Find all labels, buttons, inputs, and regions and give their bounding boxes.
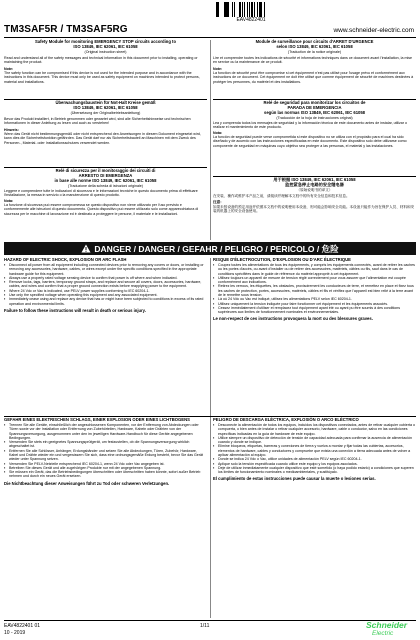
bullet-icon: ▪	[4, 291, 6, 297]
bullet-icon: ▪	[213, 296, 215, 302]
hazard-fr-item-text: Utilisez toujours un appareil de mesure de tension réglé correctement pour vous assurer que l'alimentation est coupée conformément aux indications.	[218, 275, 406, 285]
footer-page-number: 1/11	[200, 623, 210, 629]
hazard-fr-title: RISQUE D'ÉLECTROCUTION, D'EXPLOSION OU D'ARC ÉLECTRIQUE	[213, 257, 351, 262]
zh-subtitle: （原始说明书的译文）	[296, 187, 333, 192]
hazard-es-item-text: Aplique solo la tensión especificada cuando utilice este equipo y los equipos asociados.	[218, 461, 358, 466]
bullet-icon: ▪	[213, 460, 215, 466]
bullet-icon: ▪	[4, 469, 6, 475]
de-title2: ISO 13849, IEC 62061, IEC 61058	[73, 104, 138, 110]
it-intro: Leggere e comprendere tutte le indicazioni di sicurezza e le informazioni tecniche in questo documento prima di effettuare l'installazione, la messa in servizio o la manutenzione di questo prodotto.	[4, 189, 198, 198]
it-subtitle: (Traduzione della scheda di istruzioni originale)	[68, 183, 143, 188]
en-title2: ISO 13849, IEC 62061, IEC 61058	[73, 43, 138, 49]
hazard-de-item	[4, 470, 207, 479]
hazard-es-item-text: Utilice siempre un dispositivo de detección de tensión de capacidad adecuada para confirmar la ausencia de alimentación cuando y donde se indique.	[218, 435, 412, 445]
it-note: La funzione di sicurezza può essere compromessa se questo dispositivo non viene utilizzato per l'uso previsto e conformemente alle istruzioni di questo documento. Questo dispositivo può essere utilizzato solo come apparecchiatura di sicurezza per le macchine di lavorazione ed è destinato a proteggere le persone, il materiale e le installazioni.	[4, 202, 199, 216]
fr-intro: Lire et comprendre toutes les indications de sécurité et informations techniques dans ce document avant l'installation, la mise en service ou la maintenance de ce produit.	[213, 56, 413, 65]
section-it-safety	[4, 169, 207, 216]
es-title2: PARADA DE EMERGENCIA	[287, 104, 342, 110]
zh-note-label: 注意：	[213, 200, 224, 205]
logo-text-schneider: Schneider	[366, 620, 408, 630]
hazard-es-item	[213, 466, 416, 475]
hazard-fr-item-text: Là où 24 Vdc ou Vac est indiqué, utilisez les alimentations PELV selon IEC 60204-1.	[218, 297, 352, 302]
bullet-icon: ▪	[213, 300, 215, 306]
column-divider	[210, 258, 211, 618]
en-note-label: Note:	[4, 66, 14, 71]
zh-title1: 用于根据 ISO 13849, IEC 62061, IEC 61058	[273, 177, 356, 182]
hazard-en-item-text: Disconnect all power from all equipment including connected devices prior to removing any covers or doors, or installing or removing any accessories, hardware, cables, or wires except under the specific conditions specified in the appropriate hardware guide for this equipment.	[9, 262, 204, 276]
bullet-icon: ▪	[213, 274, 215, 280]
hazard-de-list	[4, 423, 207, 479]
hazard-fr-item	[213, 284, 416, 297]
it-title3: in base alle norme ISO 13849, IEC 62061, IEC 61058	[54, 177, 157, 183]
bullet-icon: ▪	[213, 283, 215, 289]
section-fr-safety	[213, 40, 416, 84]
hazard-fr-item	[213, 263, 416, 276]
hazard-en-list	[4, 263, 207, 306]
es-note-label: Nota:	[213, 130, 223, 135]
bullet-icon: ▪	[213, 421, 215, 427]
bullet-icon: ▪	[213, 434, 215, 440]
hazard-en-item-text: Where 24 Vdc or Vac is indicated, use PELV power supplies conforming to IEC 60204-1.	[9, 288, 150, 293]
hazard-es-list	[213, 423, 416, 475]
hazard-es-item	[213, 436, 416, 445]
bullet-icon: ▪	[4, 421, 6, 427]
en-subtitle: (Original instruction sheet)	[84, 49, 127, 54]
hazard-de-item-text: Sie müssen ein Gerät, das die Betriebsbedingungen überschritten oder überschritten haben könnte, sofort außer Betrieb nehmen und durch ein neues Gerät ersetzen.	[9, 470, 201, 479]
it-note-label: Nota:	[4, 198, 14, 203]
bullet-icon: ▪	[4, 287, 6, 293]
hazard-es-item-text: Donde se indica 24 Vdc o Vac, utilice unidades de alimentación PELV según IEC 60204-1.	[218, 457, 362, 462]
es-title1: Relé de seguridad para monitorizar los circuitos de	[263, 100, 366, 105]
zh-intro: 在安装、操作或维护本产品之前，请阅读并理解本文档中的所有安全信息和技术信息。	[213, 194, 350, 199]
hazard-en	[4, 258, 207, 314]
en-title1: Safety Module for monitoring EMERGENCY STOP circuits according to	[35, 39, 176, 44]
section-es-safety	[213, 101, 416, 148]
hazard-de-item	[4, 449, 207, 462]
hazard-es-warning: El cumplimiento de estas instrucciones puede causar la muerte o lesiones serias.	[213, 476, 376, 482]
bullet-icon: ▪	[4, 261, 6, 267]
hazard-fr-item-text: Utilisez uniquement la tension indiquée pour faire fonctionner cet équipement et les équipements associés.	[218, 301, 389, 306]
hazard-fr-item	[213, 276, 416, 285]
section-en-safety	[4, 40, 207, 84]
logo-text-electric: Electric	[372, 630, 394, 637]
website-link[interactable]: www.schneider-electric.com	[333, 27, 414, 34]
hazard-es-item-text: Desconecte la alimentación de todos los equipos, incluidos los dispositivos conectados, antes de retirar cualquier cubierta o compuerta, o bien antes de instalar o retirar cualquier accesorio, hardware, cable o conductor, salvo en las condiciones específicas indicadas en la guía de hardware de este equipo.	[218, 422, 415, 436]
hazard-de	[4, 418, 207, 487]
hazard-fr-item	[213, 306, 416, 315]
en-intro: Read and understand all of the safety messages and technical information in this document prior to installing, operating or maintaining the product.	[4, 56, 198, 65]
bullet-icon: ▪	[4, 296, 6, 302]
hazard-en-item-text: Always use a properly rated voltage sensing device to confirm that power is off where and when indicated.	[9, 275, 178, 280]
fr-title2: selon ISO 13849, IEC 62061, IEC 61058	[276, 43, 353, 49]
hazard-es-title: PELIGRO DE DESCARGA ELÉCTRICA, EXPLOSIÓN O ARCO ELÉCTRICO	[213, 417, 359, 422]
bullet-icon: ▪	[4, 439, 6, 445]
bullet-icon: ▪	[213, 304, 215, 310]
hazard-en-warning: Failure to follow these instructions will result in death or serious injury.	[4, 307, 146, 313]
hazard-en-title: HAZARD OF ELECTRIC SHOCK, EXPLOSION OR ARC FLASH	[4, 257, 127, 262]
de-intro: Bevor das Produkt installiert, in Betrieb genommen oder gewartet wird, sind alle Sicherheitshinweise und technischen Informationen in dieser Anleitung zu lesen und auch zu verstehen!	[4, 117, 191, 126]
footer-divider	[4, 620, 416, 621]
hazard-fr-item-text: Coupez toutes les alimentations de tous les équipements, y compris les équipements connectés, avant de retirer les caches ou les portes d'accès, ou avant d'installer ou de retirer des accessoires, matériels, câbles ou fils, sauf dans le cas de conditions spécifiées dans le guide de référence du matériel approprié à cet équipement.	[218, 262, 415, 276]
zh-title2: 监控紧急停止电路的安全继电器	[285, 181, 344, 187]
bullet-icon: ▪	[213, 456, 215, 462]
barcode-bar	[265, 2, 266, 17]
de-subtitle: (Übersetzung der Originalbetriebsanleitung)	[70, 110, 141, 115]
footer-doc-ref: EAV4822401 01	[4, 623, 41, 629]
it-title2: ARRESTO DI EMERGENZA	[78, 172, 133, 178]
hazard-fr-item-text: Cessez immédiatement d'utiliser et remplacez tout équipement ayant été ou ayant pu être soumis à des conditions supérieures aux limites de fonctionnement nominales et environnementales.	[218, 305, 401, 315]
hazard-en-item	[4, 280, 207, 289]
de-note-label: Hinweis:	[4, 127, 19, 132]
hazard-en-item-text: Immediately cease using and replace any device that has or might have been subjected to conditions in excess of its rated operation and environmental limits.	[9, 297, 204, 306]
bullet-icon: ▪	[213, 261, 215, 267]
hazard-de-item	[4, 423, 207, 440]
warning-triangle-icon	[81, 244, 91, 253]
fr-subtitle: (Traduction de la notice originale)	[287, 49, 342, 54]
section-de-safety	[4, 101, 207, 145]
hazard-de-item-text: Verwenden Sie PELV-Netzteile entsprechend IEC 60204-1, wenn 24 Vdc oder Vac angegeben ist.	[9, 461, 165, 466]
hazard-fr-list	[213, 263, 416, 315]
hazard-es-item-text: Elimine bloqueos, etiquetas, barreras y conexiones de tierra y vuelva a montar y fijar todas las cubiertas, accesorios, elementos de hardware, cables y conductores y compruebe que exista una conexión a tierra adecuada antes de volver a aplicar alimentación al equipo.	[218, 444, 411, 457]
hazard-fr	[213, 258, 416, 322]
hazard-fr-item-text: Retirez les verrous, les étiquettes, les obstacles, provisoirement les conducteurs de terre, et remettez en place et fixez tous les caches de protection, portes, accessoires, matériels, câbles et fils et vérifiez que l'appareil est bien relié à la terre avant de le remettre sous tension.	[218, 284, 414, 297]
fr-title1: Module de surveillance pour circuits d'ARRET D'URGENCE	[255, 39, 374, 44]
bullet-icon: ▪	[213, 464, 215, 470]
danger-banner	[4, 242, 416, 255]
es-intro: Lea y comprenda todos los mensajes de seguridad y la información técnica de este documento antes de instalar, utilizar o realizar el mantenimiento de este producto.	[213, 121, 407, 130]
danger-banner-text: DANGER / DANGER / GEFAHR / PELIGRO / PERICOLO / 危险	[94, 243, 339, 254]
hazard-es-item	[213, 444, 416, 457]
hazard-de-item-text: Betreiben Sie dieses Gerät und alle zugehörigen Produkte nur mit der angegebenen Spannung.	[9, 465, 162, 470]
en-note: The safety function can be compromised if this device is not used for the intended purpose and in accordance with the instructions in this document. This device must only be used as safety equipment on machines intended to protect persons, material and installations.	[4, 71, 200, 84]
bullet-icon: ▪	[4, 279, 6, 285]
fr-note: La fonction de sécurité peut être compromise si cet équipement n'est pas utilisé pour l'usage prévu et conformément aux instructions de ce document. Cet équipement ne doit être utilisé que comme équipement de sécurité de machines destinées à protéger les personnes, du matériel et des installations.	[213, 71, 414, 84]
footer-date: 10 - 2019	[4, 630, 26, 636]
hazard-en-item-text: Use only the specified voltage when operating this equipment and any associated equipment.	[9, 292, 158, 297]
column-divider	[210, 40, 211, 240]
hazard-en-item	[4, 297, 207, 306]
bullet-icon: ▪	[4, 460, 6, 466]
zh-note: 如果未按设备的预定用途并依照本文档中的说明使用本设备，则可能会影响安全功能。本设备只能作为旨在保护人员、材料和安装的机器上的安全设备使用。	[213, 204, 415, 213]
document-number: EAV4822401	[236, 17, 266, 23]
barcode	[216, 2, 286, 17]
es-title3: según las normas ISO 13849, IEC 62061, IEC 61058	[263, 109, 366, 115]
hazard-es	[213, 418, 416, 482]
bullet-icon: ▪	[213, 443, 215, 449]
hazard-es-item-text: Deje de utilizar inmediatamente cualquier dispositivo que esté sometido (o haya podido estarlo) a condiciones que superen los límites de funcionamiento nominales o medioambientales, y sustitúyalo.	[218, 465, 414, 475]
hazard-de-item	[4, 440, 207, 449]
fr-note-label: Note:	[213, 66, 223, 71]
hazard-de-item-text: Trennen Sie alle Geräte, einschließlich der angeschlossenen Komponenten, vor der Entfernung von Abdeckungen oder Türen sowie vor der Installation oder Entfernung von Zubehörteilen, Hardware, Kabeln oder Drähten von der Spannungsversorgung, ausgenommen unter den im jeweiligen Hardware-Handbuch für diese Geräte angegebenen Bedingungen.	[9, 422, 199, 440]
hazard-de-item-text: Verwenden Sie stets ein geeignetes Spannungsprüfgerät, um festzustellen, ob die Spannungsversorgung wirklich abgeschaltet ist.	[9, 440, 190, 449]
hazard-de-item-text: Entfernen Sie alle Schlösser, Anhänger, Erdungsbänder und setzen Sie alle Abdeckungen, Türen, Zubehör, Hardware, Kabel und Drähte wieder ein und vergewissern Sie sich, dass eine ordnungsgemäße Erdung besteht, bevor Sie das Gerät wieder unter Spannung setzen.	[9, 448, 203, 462]
bullet-icon: ▪	[4, 274, 6, 280]
section-zh-safety	[213, 178, 416, 213]
hazard-de-title: GEFAHR EINES ELEKTRISCHEN SCHLAGS, EINER EXPLOSION ODER EINES LICHTBOGENS	[4, 417, 190, 422]
de-note: Wenn das Gerät nicht bestimmungsgemäß oder nicht entsprechend den Anweisungen in diesem Dokument eingesetzt wird, kann dies die Sicherheitsfunktion gefährden. Das Gerät darf nur als Sicherheitsbauteil an Maschinen mit dem Zweck des Personen-, Material- oder Installationsschutzes verwendet werden.	[4, 132, 201, 145]
schneider-electric-logo	[366, 619, 416, 639]
hazard-en-item-text: Remove locks, tags, barriers, temporary ground straps, and replace and secure all covers, doors, accessories, hardware, cables, and wires and confirm that a proper ground connection exists before reapplying power to the equipment.	[9, 280, 202, 289]
hazard-en-item	[4, 263, 207, 276]
header-divider	[4, 37, 416, 38]
bullet-icon: ▪	[4, 464, 6, 470]
hazard-es-item	[213, 423, 416, 436]
hazard-de-warning: Die Nichtbeachtung dieser Anweisungen führt zu Tod oder schweren Verletzungen.	[4, 480, 170, 486]
it-title1: Relè di sicurezza per il monitoraggio dei circuiti di	[55, 168, 156, 173]
page-title: TM3SAF5R / TM3SAF5RG	[4, 24, 128, 35]
es-subtitle: (Traducción de la hoja de instrucciones original)	[276, 115, 353, 120]
hazard-fr-warning: Le non-respect de ces instructions provoquera la mort ou des blessures graves.	[213, 316, 373, 322]
de-title1: Überwachungsbaustein für Not-Halt Kreise gemäß	[55, 100, 156, 105]
es-note: La función de seguridad puede verse comprometida si este dispositivo no se utiliza con el propósito para el cual ha sido diseñado y de acuerdo con las instrucciones especificadas en este documento. Este dispositivo solo debe utilizarse como componente de seguridad en máquinas cuyo objetivo sea proteger a las personas, el material y las instalaciones.	[213, 134, 407, 148]
bullet-icon: ▪	[4, 447, 6, 453]
